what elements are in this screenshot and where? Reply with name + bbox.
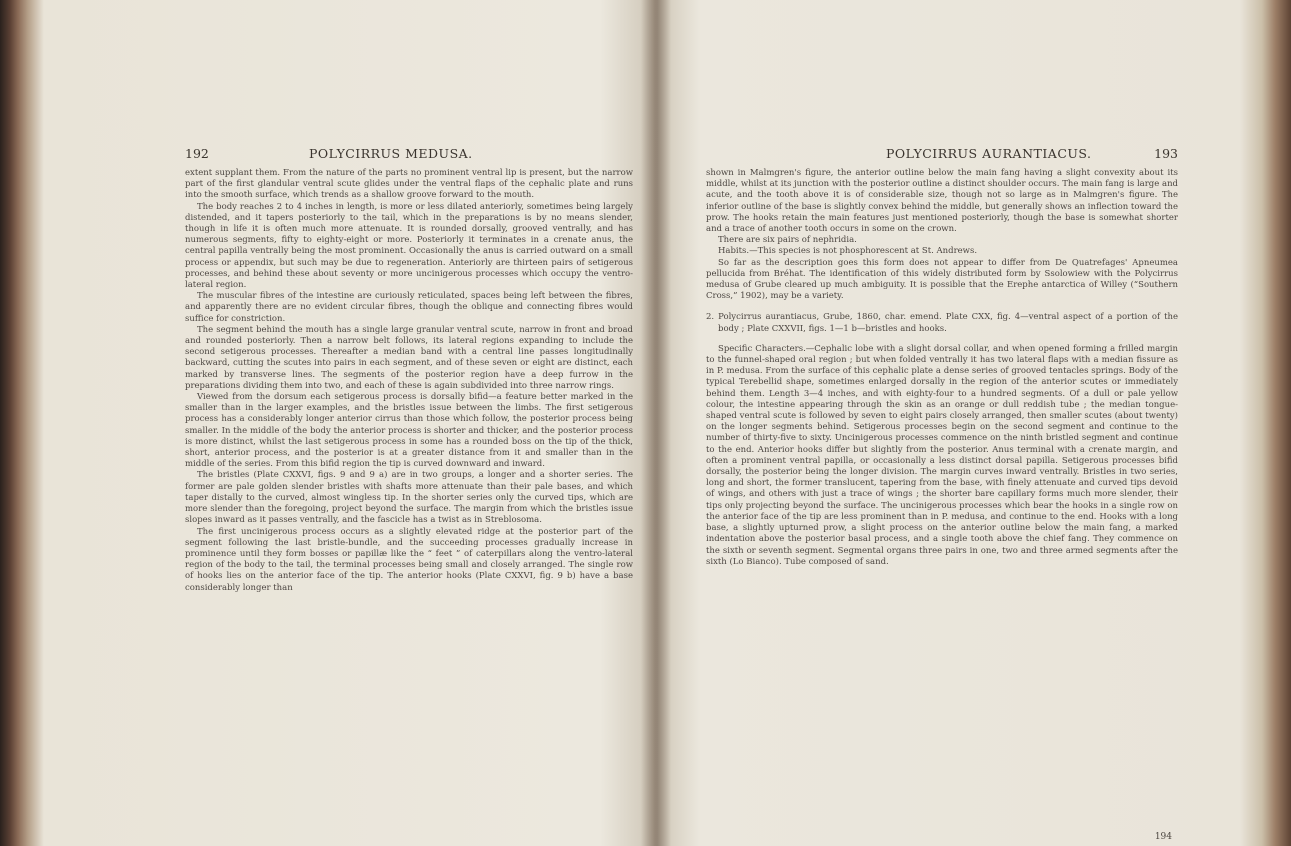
paragraph: The body reaches 2 to 4 inches in length, is more or less dilated anteriorly, sometimes being largely distended, and it tapers posteriorly to the tail, which in the preparations is by no means slender, though in life it is often much more attenuate. It is rounded dorsally, grooved ventrally, and has numerous segments, fifty to eighty-eight or more. Posteriorly it terminates in a crenate anus, the central papilla ventrally being the most prominent. Occasionally the anus is carried outward on a small process or appendix, but such may be due to regeneration. Anteriorly are thirteen pairs of setigerous processes, and behind these about seventy or more uncinigerous processes which occupy the ventro-lateral region.: [185, 201, 633, 291]
left-page-header: [185, 146, 633, 162]
paragraph: Viewed from the dorsum each setigerous process is dorsally bifid—a feature better marked in the smaller than in the larger examples, and the bristles issue between the limbs. The first setigerous process has a considerably longer anterior cirrus than those which follow, the posterior process being smaller. In the middle of the body the anterior process is shorter and thicker, and the posterior process is more distinct, whilst the last setigerous process in some has a rounded boss on the tip of the thick, short, anterior process, and the posterior is at a greater distance from it and smaller than in the middle of the series. From this bifid region the tip is curved downward and inward.: [185, 392, 633, 470]
paragraph: There are six pairs of nephridia.: [718, 235, 857, 246]
page-number: 193: [1154, 146, 1178, 161]
left-page: [185, 0, 633, 846]
running-title: POLYCIRRUS MEDUSA.: [309, 146, 473, 161]
paragraph: extent supplant them. From the nature of the parts no prominent ventral lip is present, but the narrow part of the first glandular ventral scute glides under the ventral flaps of the cephalic plate and runs into the smooth surface, which trends as a shallow groove forward to the mouth.: [185, 168, 633, 201]
paragraph: The bristles (Plate CXXVI, figs. 9 and 9 a) are in two groups, a longer and a shorter series. The former are pale golden slender bristles with shafts more attenuate than their pale bases, and which taper distally to the curved, almost wingless tip. In the shorter series only the curved tips, which are more slender than the foregoing, project beyond the surface. The margin from which the bristles issue slopes inward as it passes ventrally, and the fascicle has a twist as in Streblosoma.: [185, 470, 633, 526]
running-title: POLYCIRRUS AURANTIACUS.: [886, 146, 1092, 161]
specific-characters: Specific Characters.—Cephalic lobe with a slight dorsal collar, and when opened forming a frilled margin to the funnel-shaped oral region ; but when folded ventrally it has two lateral flaps with a median fissure as in P. medusa. From the surface of this cephalic plate a dense series of grooved tentacles springs. Body of the typical Terebellid shape, sometimes enlarged dorsally in the region of the anterior scutes or immediately behind them. Length 3—4 inches, and with eighty-four to a hundred segments. Of a dull or pale yellow colour, the intestine appearing through the skin as an orange or dull reddish tube ; the median tongue-shaped ventral scute is followed by seven to eight pairs closely arranged, then smaller scutes (about twenty) on the longer segments behind. Setigerous processes begin on the second segment and continue to the number of thirty-five to sixty. Uncinigerous processes commence on the ninth bristled segment and continue to the end. Anterior hooks differ but slightly from the posterior. Anus terminal with a crenate margin, and often a prominent ventral papilla, or occasionally a less distinct dorsal papilla. Setigerous processes bifid dorsally, the posterior being the longer division. The margin curves inward ventrally. Bristles in two series, long and short, the former translucent, tapering from the base, with finely attenuate and curved tips devoid of wings, and others with just a trace of wings ; the shorter bare capillary forms much more slender, their tips only projecting beyond the surface. The uncinigerous processes which bear the hooks in a single row on the anterior face of the tip are less prominent than in P. medusa, and continue to the end. Hooks with a long base, a slightly upturned prow, a slight process on the anterior outline below the main fang, a marked indentation above the posterior basal process, and a single tooth above the chief fang. They commence on the sixth or seventh segment. Segmental organs three pairs in one, two and three armed segments after the sixth (Lo Bianco). Tube composed of sand.: [706, 343, 1178, 567]
page-number: 192: [185, 146, 209, 161]
paragraph: Habits.—This species is not phosphorescent at St. Andrews.: [718, 246, 978, 257]
right-page: [706, 0, 1178, 846]
paragraph: shown in Malmgren's figure, the anterior outline below the main fang having a slight convexity about its middle, whilst at its junction with the posterior outline a distinct shoulder occurs. The main fang is large and acute, and the tooth above it is of considerable size, though not so large as in Malmgren's figure. The inferior outline of the base is slightly convex behind the middle, but generally shows an inflection toward the prow. The hooks retain the main features just mentioned posteriorly, though the base is somewhat shorter and a trace of another tooth occurs in some on the crown.: [706, 168, 1178, 235]
paragraph: The segment behind the mouth has a single large granular ventral scute, narrow in front and broad and rounded posteriorly. Then a narrow belt follows, its lateral regions expanding to include the second setigerous processes. Thereafter a median band with a central line passes longitudinally backward, cutting the scutes into pairs in each segment, and of these seven or eight are distinct, each marked by transverse lines. The segments of the posterior region have a deep furrow in the preparations dividing them into two, and each of these is again subdivided into three narrow rings.: [185, 324, 633, 391]
left-page-body: [185, 168, 633, 594]
paragraph: So far as the description goes this form does not appear to differ from De Quatrefages' Apneumea pellucida from Bréhat. The identification of this widely distributed form by Ssolowiew with the Polycirrus medusa of Grube cleared up much ambiguity. It is possible that the Erephe antarctica of Willey (“Southern Cross,” 1902), may be a variety.: [706, 257, 1178, 302]
paragraph: The first uncinigerous process occurs as a slightly elevated ridge at the posterior part of the segment following the last bristle-bundle, and the succeeding processes gradually increase in prominence until they form bosses or papillæ like the “ feet ” of caterpillars along the ventro-lateral region of the body to the tail, the terminal processes being small and closely arranged. The single row of hooks lies on the anterior face of the tip. The anterior hooks (Plate CXXVI, fig. 9 b) have a base considerably longer than: [185, 526, 633, 593]
right-page-header: [706, 146, 1178, 162]
book-gutter: [641, 0, 671, 846]
paragraph: The muscular fibres of the intestine are curiously reticulated, spaces being left between the fibres, and apparently there are no evident circular fibres, though the oblique and connecting fibres would suffice for constriction.: [185, 291, 633, 324]
species-entry-heading: 2. Polycirrus aurantiacus, Grube, 1860, char. emend. Plate CXX, fig. 4—ventral aspect of a portion of the body ; Plate CXXVII, figs. 1—1 b—bristles and hooks.: [706, 312, 1178, 334]
footer-number: 194: [1154, 832, 1172, 842]
right-page-body: [706, 168, 1178, 568]
